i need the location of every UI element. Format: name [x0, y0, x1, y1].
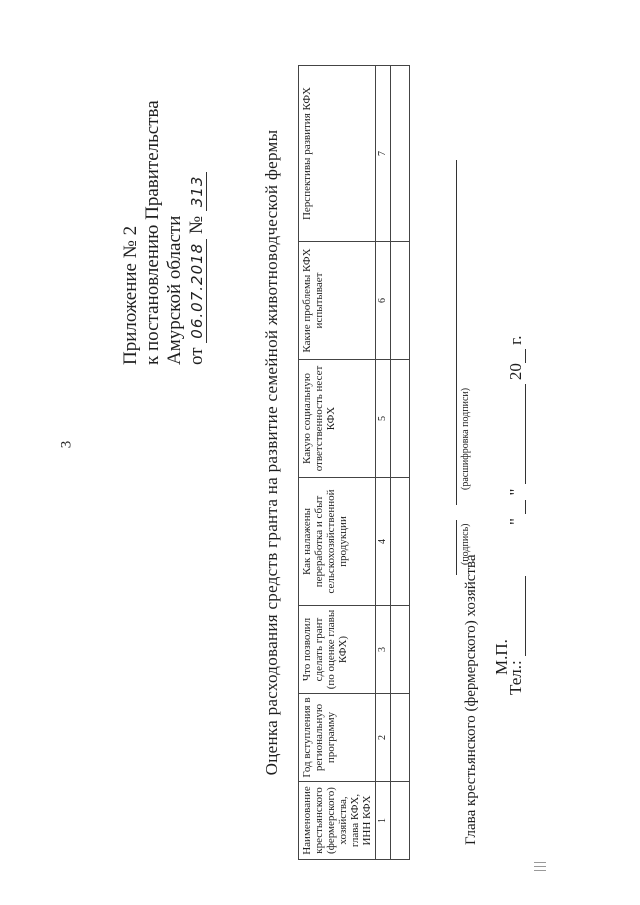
year-field[interactable] [511, 349, 526, 363]
appendix-title: Приложение № 2 [120, 225, 141, 365]
grant-evaluation-table [298, 65, 410, 860]
column-number: 4 [376, 478, 391, 606]
number-prefix: № [186, 215, 207, 235]
table-cell[interactable] [391, 66, 410, 242]
header-prospects: Перспективы развития КФХ [299, 66, 376, 242]
decree-number: 313 [188, 172, 207, 212]
header-processing-sales: Как налажены переработка и сбыт сельскохозяйственной продукции [299, 478, 376, 606]
table-cell[interactable] [391, 782, 410, 860]
year-prefix: 20 [506, 363, 525, 381]
phone-field[interactable] [511, 576, 526, 656]
signature-field[interactable] [456, 520, 457, 575]
table-cell[interactable] [391, 242, 410, 360]
signature-lines [436, 140, 476, 575]
quote-open: " [506, 518, 525, 525]
decree-date: 06.07.2018 [188, 239, 207, 343]
table-row [391, 66, 410, 860]
header-social-responsibility: Какую социальную ответственность несет КФХ [299, 360, 376, 478]
phone-label: Тел.: [506, 660, 525, 695]
year-suffix: г. [506, 335, 525, 345]
table-number-row [376, 66, 391, 860]
month-field[interactable] [511, 384, 526, 484]
quote-close: " [506, 488, 525, 496]
column-number: 7 [376, 66, 391, 242]
appendix-date-line [186, 100, 208, 365]
table-cell[interactable] [391, 360, 410, 478]
column-number: 3 [376, 606, 391, 694]
seal-label: М.П. [492, 639, 511, 675]
decoding-field[interactable] [456, 160, 457, 505]
phone-line [506, 576, 526, 695]
appendix-region: Амурской области [164, 215, 185, 365]
header-grant-effect: Что позволил сделать грант (по оценке главы КФХ) [299, 606, 376, 694]
appendix-decree: к постановлению Правительства [142, 100, 163, 365]
column-number: 1 [376, 782, 391, 860]
scan-artifact [534, 862, 536, 892]
appendix-block [120, 100, 208, 365]
column-number: 5 [376, 360, 391, 478]
signature-caption: (подпись) [460, 523, 471, 565]
page-number: 3 [58, 440, 75, 449]
document-title: Оценка расходования средств гранта на развитие семейной животноводческой фермы [262, 129, 281, 776]
day-field[interactable] [511, 500, 526, 514]
table-header-row [299, 66, 376, 860]
table-cell[interactable] [391, 478, 410, 606]
farm-head-label: Глава крестьянского (фермерского) хозяйства [463, 554, 479, 845]
date-prefix: от [186, 347, 207, 365]
date-line [506, 336, 526, 525]
column-number: 6 [376, 242, 391, 360]
header-program-year: Год вступления в региональную программу [299, 694, 376, 782]
column-number: 2 [376, 694, 391, 782]
table-cell[interactable] [391, 606, 410, 694]
header-problems: Какие проблемы КФХ испытывает [299, 242, 376, 360]
decoding-caption: (расшифровка подписи) [460, 387, 471, 490]
header-farm-name: Наименование крестьянского (фермерского) хозяйства, глава КФХ, ИНН КФХ [299, 782, 376, 860]
table-cell[interactable] [391, 694, 410, 782]
